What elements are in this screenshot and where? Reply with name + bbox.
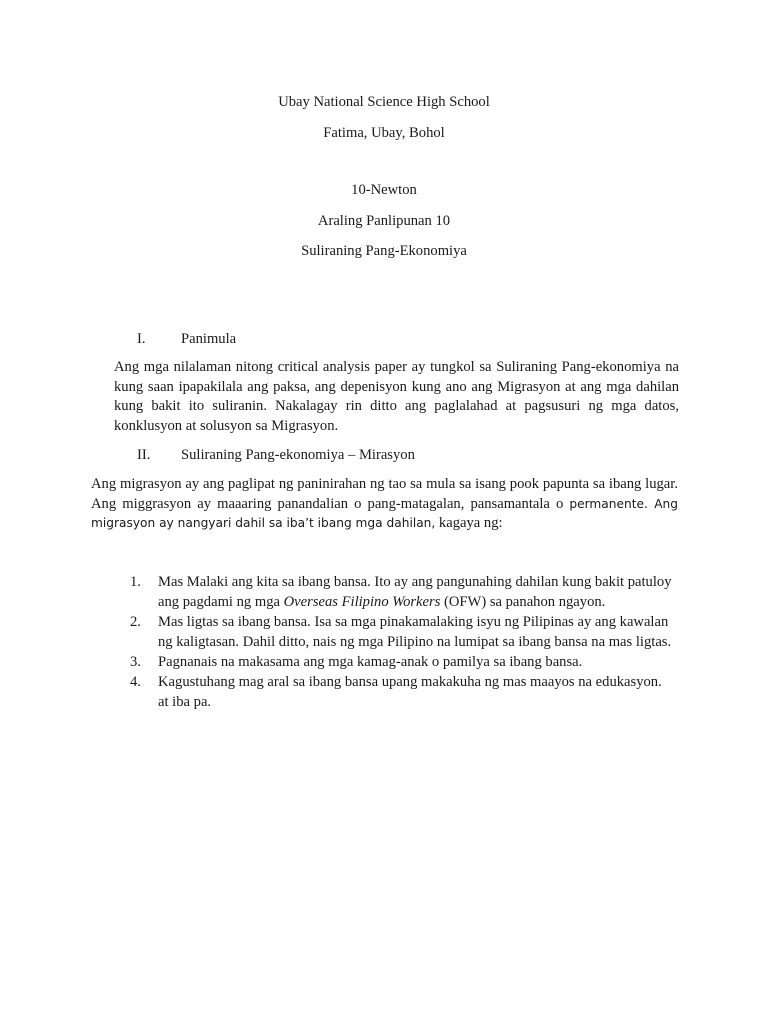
subject-title: Araling Panlipunan 10 xyxy=(317,213,451,229)
migration-permanence: permanente. Ang migrasyon ay nangyari dahil sa iba’t ibang mga dahilan, xyxy=(91,496,679,530)
reasons-list xyxy=(130,572,678,712)
list-item-text: Pagnanais na makasama ang mga kamag-anak o pamilya sa ibang bansa. xyxy=(158,654,583,670)
topic-title: Suliraning Pang-Ekonomiya xyxy=(301,243,467,259)
section-2-title: Suliraning Pang-ekonomiya – Mirasyon xyxy=(181,447,415,463)
list-item xyxy=(130,672,678,692)
migration-definition: Ang migrasyon ay ang paglipat ng paninirahan ng tao sa mula sa isang pook papunta sa ibang lugar. Ang miggrasyon ay maaaring panandalian o pang-matagalan, pansamantala o xyxy=(91,476,678,512)
list-item-number: 4. xyxy=(130,674,141,690)
list-item-text: Kagustuhang mag aral sa ibang bansa upang makakuha ng mas maayos na edukasyon. xyxy=(158,674,662,690)
school-address: Fatima, Ubay, Bohol xyxy=(323,125,445,141)
list-item xyxy=(130,572,678,612)
list-item-number: 2. xyxy=(130,614,141,630)
closing-text: at iba pa. xyxy=(158,694,212,710)
list-item-number: 3. xyxy=(130,654,141,670)
list-item-emphasis: Overseas Filipino Workers xyxy=(283,594,441,610)
list-item xyxy=(130,652,678,672)
section-1-title: Panimula xyxy=(181,331,237,347)
class-section: 10-Newton xyxy=(351,182,417,198)
list-item-text-end: (OFW) sa panahon ngayon. xyxy=(440,594,606,610)
list-item-number: 1. xyxy=(130,574,141,590)
section-2-paragraph xyxy=(91,475,678,534)
list-item-text: Mas Malaki ang kita sa ibang bansa. Ito ay ang pangunahing dahilan kung bakit patuloy ang pagdami ng mga xyxy=(158,574,672,610)
section-1-paragraph: Ang mga nilalaman nitong critical analysis paper ay tungkol sa Suliraning Pang-ekonomiya na kung saan ipapakilala ang paksa, ang depenisyon kung ano ang Migrasyon at ang mga dahilan kung bakit ito suliranin. Nakalagay rin ditto ang paglalahad at pagsusuri ng mga datos, konklusyon at solusyon sa Migrasyon. xyxy=(114,359,679,434)
section-2-numeral: II. xyxy=(137,447,151,463)
migration-causes-intro: kagaya ng: xyxy=(435,515,503,531)
school-name: Ubay National Science High School xyxy=(278,94,490,110)
list-item xyxy=(130,612,678,652)
list-item-text: Mas ligtas sa ibang bansa. Isa sa mga pinakamalaking isyu ng Pilipinas ay ang kawalan ng kaligtasan. Dahil ditto, nais ng mga Pilipino na lumipat sa ibang bansa na mas ligtas. xyxy=(158,614,672,650)
section-1-numeral: I. xyxy=(137,331,146,347)
